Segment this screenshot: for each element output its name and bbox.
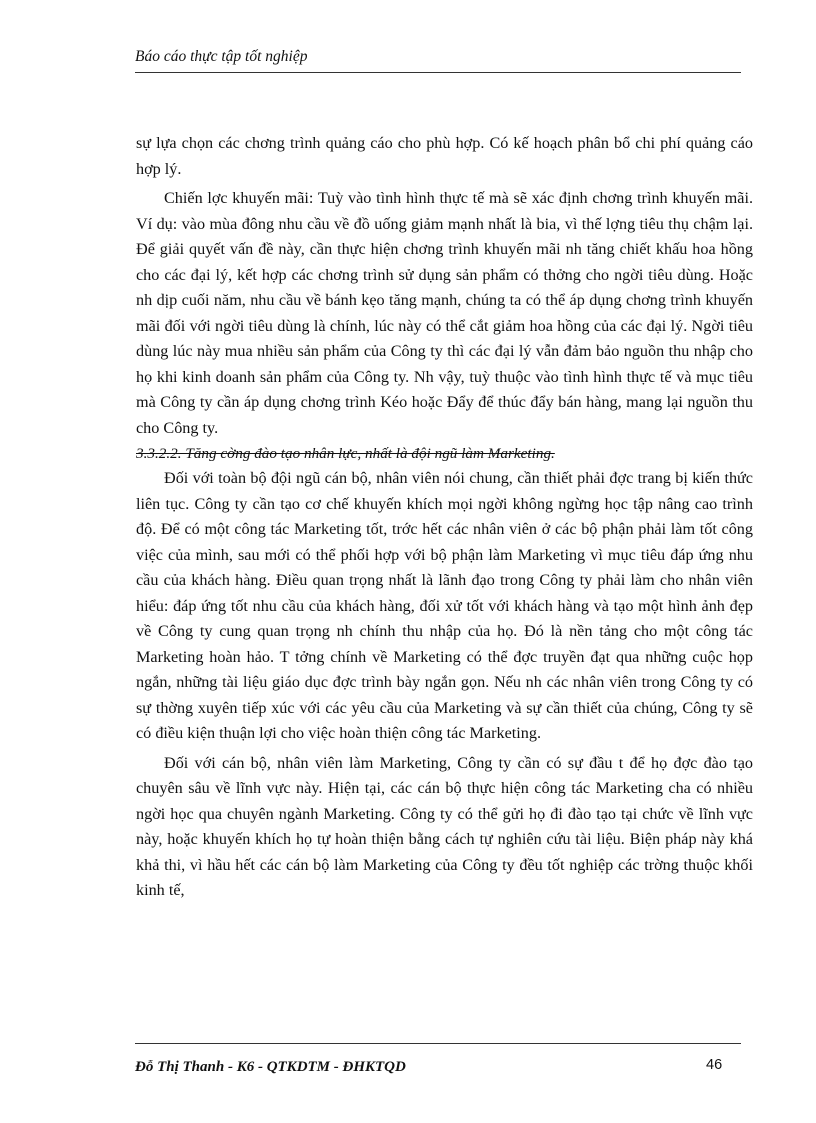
footer-divider xyxy=(135,1043,741,1044)
paragraph-promotion-strategy: Chiến lợc khuyến mãi: Tuỳ vào tình hình thực tế mà sẽ xác định chơng trình khuyến mãi. Ví dụ: vào mùa đông nhu cầu về đồ uống giảm mạnh nhất là bia, vì thế lợng tiêu thụ chậm lại. Để giải quyết vấn đề này, cần thực hiện chơng trình khuyến mãi nh tăng chiết khấu hoa hồng cho các đại lý, kết hợp các chơng trình sử dụng sản phẩm có thởng cho ngời tiêu dùng. Hoặc nh dịp cuối năm, nhu cầu về bánh kẹo tăng mạnh, chúng ta có thể áp dụng chơng trình khuyến mãi đối với ngời tiêu dùng là chính, lúc này có thể cắt giảm hoa hồng của các đại lý. Ngời tiêu dùng lúc này mua nhiều sản phẩm của Công ty thì các đại lý vẫn đảm bảo nguồn thu nhập cho họ khi kinh doanh sản phẩm của Công ty. Nh vậy, tuỳ thuộc vào tình hình thực tế và mục tiêu mà Công ty cần áp dụng chơng trình Kéo hoặc Đẩy để thúc đẩy bán hàng, mang lại nguồn thu cho Công ty. xyxy=(136,189,753,437)
paragraph-staff-training: Đối với toàn bộ đội ngũ cán bộ, nhân viên nói chung, cần thiết phải đợc trang bị kiến thức liên tục. Công ty cần tạo cơ chế khuyến khích mọi ngời không ngừng học tập nâng cao trình độ. Để có một công tác Marketing tốt, trớc hết các nhân viên ở các bộ phận phải làm tốt công việc của mình, sau mới có thể phối hợp với bộ phận làm Marketing vì mục tiêu đáp ứng nhu cầu của khách hàng. Điều quan trọng nhất là lãnh đạo trong Công ty phải làm cho nhân viên hiểu: đáp ứng tốt nhu cầu của khách hàng, đối xử tốt với khách hàng và tạo một hình ảnh đẹp về Công ty cung quan trọng nh chính thu nhập của họ. Đó là nền tảng cho một công tác Marketing hoàn hảo. T tởng chính về Marketing có thể đợc truyền đạt qua những cuộc họp ngắn, những tài liệu giáo dục đợc trình bày ngắn gọn. Nếu nh các nhân viên trong Công ty có sự thờng xuyên tiếp xúc với các yêu cầu của Marketing và sự cần thiết của chúng, Công ty sẽ có điều kiện thuận lợi cho việc hoàn thiện công tác Marketing. xyxy=(136,469,753,742)
footer-author: Đỗ Thị Thanh - K6 - QTKDTM - ĐHKTQD xyxy=(135,1059,406,1075)
paragraph-marketing-staff: Đối với cán bộ, nhân viên làm Marketing, Công ty cần có sự đầu t để họ đợc đào tạo chuyên sâu về lĩnh vực này. Hiện tại, các cán bộ thực hiện công tác Marketing cha có nhiều ngời học qua chuyên ngành Marketing. Công ty có thể gửi họ đi đào tạo tại chức về lĩnh vực này, hoặc khuyến khích họ tự hoàn thiện bằng cách tự nghiên cứu tài liệu. Biện pháp này khá khả thi, vì hầu hết các cán bộ làm Marketing của Công ty đều tốt nghiệp các trờng thuộc khối kinh tế, xyxy=(136,753,753,899)
section-heading: 3.3.2.2. Tăng cờng đào tạo nhân lực, nhất là đội ngũ làm Marketing. xyxy=(136,445,555,462)
page-header-title: Báo cáo thực tập tốt nghiệp xyxy=(135,48,308,65)
page-number: 46 xyxy=(706,1057,723,1073)
paragraph-continuation: sự lựa chọn các chơng trình quảng cáo cho phù hợp. Có kế hoạch phân bổ chi phí quảng cáo hợp lý. xyxy=(136,134,753,178)
document-body xyxy=(136,131,753,904)
header-divider xyxy=(135,72,741,73)
